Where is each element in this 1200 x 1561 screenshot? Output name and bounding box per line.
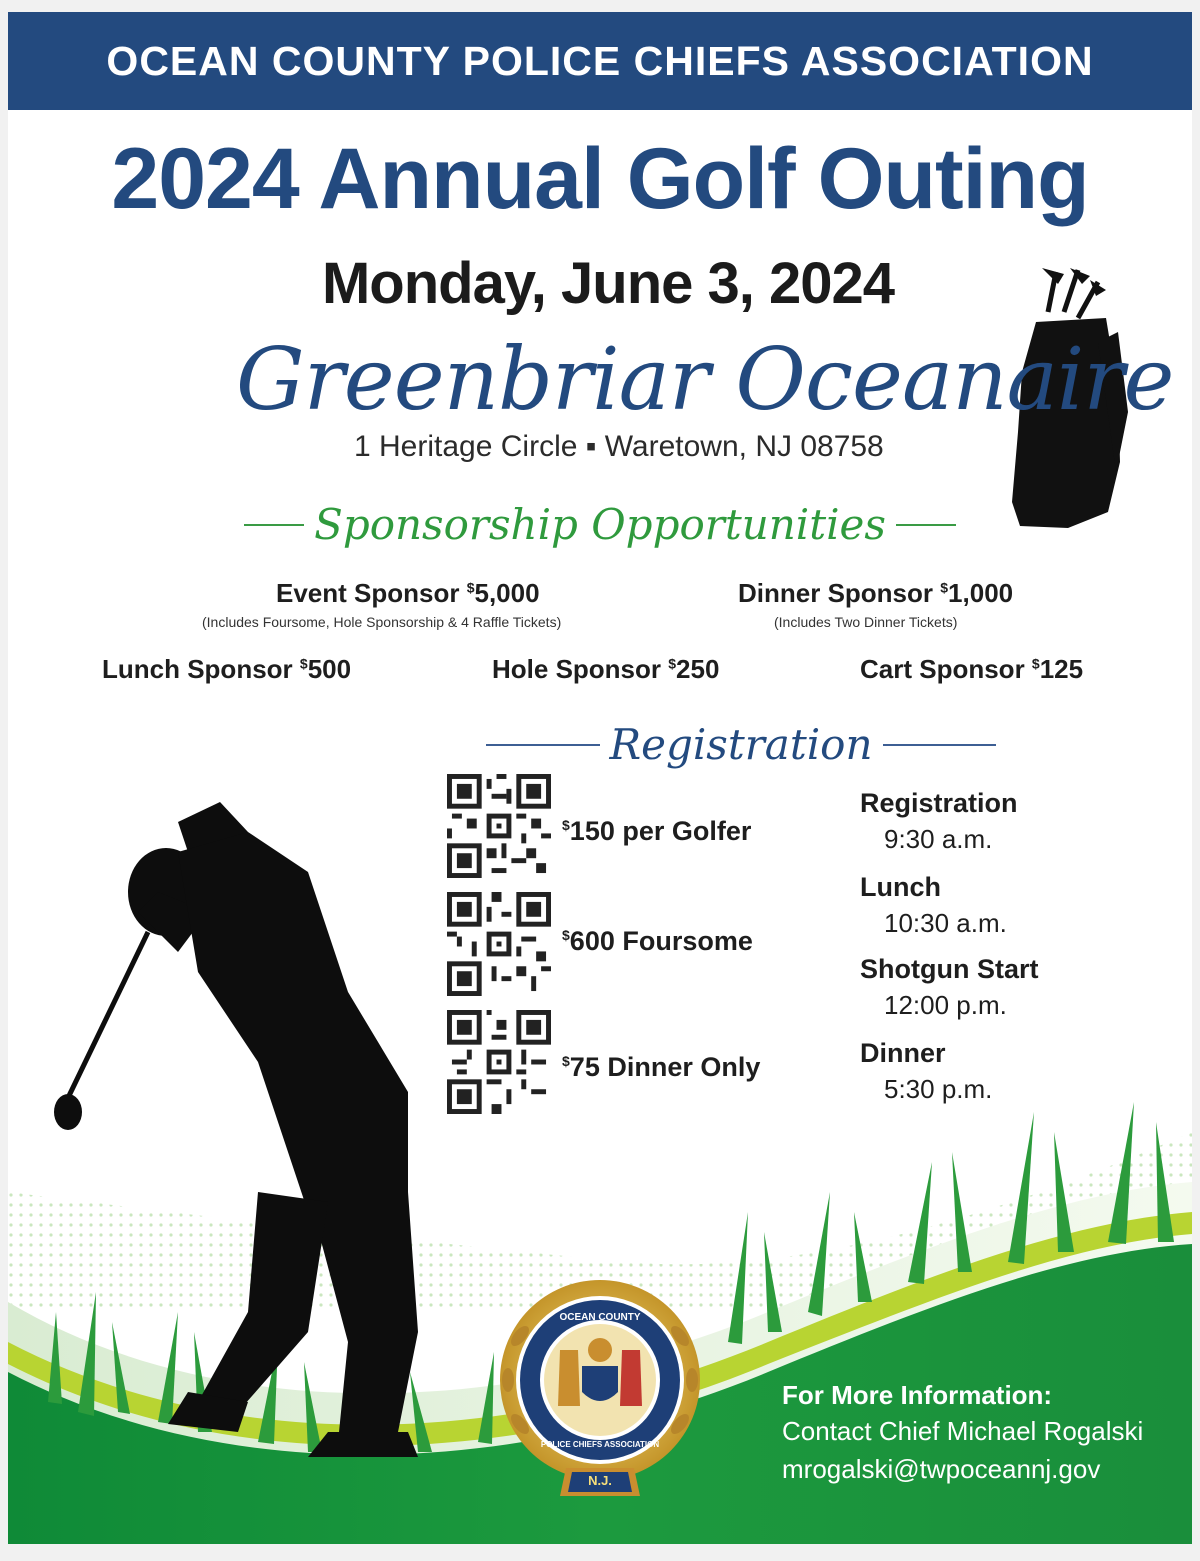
- venue-address: 1 Heritage Circle ▪ Waretown, NJ 08758: [354, 430, 884, 463]
- seal-bottom-text: POLICE CHIEFS ASSOCIATION: [540, 1440, 660, 1449]
- divider: [486, 744, 600, 746]
- sponsorship-heading: [244, 500, 956, 549]
- seal-state-text: N.J.: [588, 1473, 612, 1488]
- contact-heading: For More Information:: [782, 1380, 1053, 1410]
- divider: [883, 744, 997, 746]
- registration-heading: [486, 720, 996, 769]
- sponsorship-heading-text: Sponsorship Opportunities: [314, 500, 886, 549]
- schedule-time: 12:00 p.m.: [884, 990, 1007, 1020]
- seal-top-text: OCEAN COUNTY: [559, 1312, 641, 1323]
- lunch-sponsor: Lunch Sponsor $500: [102, 654, 352, 684]
- price-foursome: $600 Foursome: [562, 926, 753, 956]
- price-per-golfer: $150 per Golfer: [562, 816, 752, 846]
- header-banner: [8, 12, 1192, 110]
- venue-name: Greenbriar Oceanaire: [236, 330, 1174, 430]
- registration-heading-text: Registration: [609, 720, 873, 769]
- divider: [244, 524, 304, 526]
- event-date: Monday, June 3, 2024: [321, 251, 895, 316]
- schedule-label: Shotgun Start: [860, 954, 1039, 984]
- event-sponsor-note: (Includes Foursome, Hole Sponsorship & 4 Raffle Tickets): [202, 614, 562, 630]
- divider: [896, 524, 956, 526]
- qr-code-icon[interactable]: [446, 1010, 552, 1114]
- hole-sponsor: Hole Sponsor $250: [492, 654, 720, 684]
- schedule-time: 10:30 a.m.: [884, 908, 1007, 938]
- cart-sponsor: Cart Sponsor $125: [860, 654, 1084, 684]
- contact-email[interactable]: mrogalski@twpoceannj.gov: [782, 1454, 1101, 1484]
- qr-code-icon[interactable]: [446, 892, 552, 996]
- price-dinner-only: $75 Dinner Only: [562, 1052, 761, 1082]
- schedule-label: Lunch: [860, 872, 941, 902]
- org-name: OCEAN COUNTY POLICE CHIEFS ASSOCIATION: [106, 37, 1094, 84]
- flyer: [8, 12, 1192, 1544]
- schedule-time: 5:30 p.m.: [884, 1074, 993, 1104]
- qr-code-icon[interactable]: [446, 774, 552, 878]
- event-title: 2024 Annual Golf Outing: [111, 131, 1089, 227]
- schedule-time: 9:30 a.m.: [884, 824, 993, 854]
- dinner-sponsor-note: (Includes Two Dinner Tickets): [774, 614, 958, 630]
- event-sponsor: Event Sponsor $5,000: [276, 578, 540, 608]
- contact-name: Contact Chief Michael Rogalski: [782, 1416, 1144, 1446]
- dinner-sponsor: Dinner Sponsor $1,000: [738, 578, 1014, 608]
- schedule-label: Registration: [860, 788, 1018, 818]
- schedule-label: Dinner: [860, 1038, 946, 1068]
